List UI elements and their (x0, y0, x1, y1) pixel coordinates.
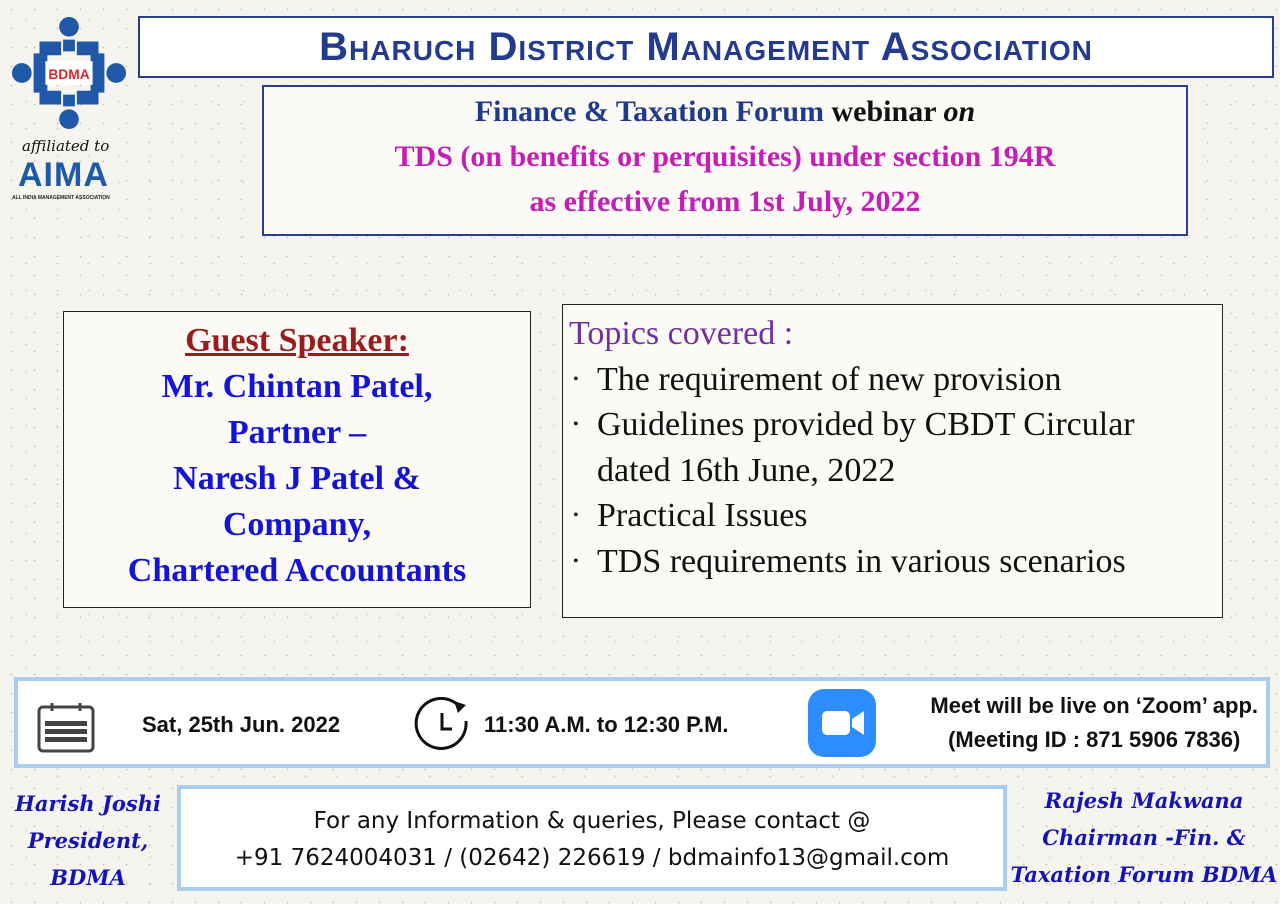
speaker-line: Partner – (227, 414, 367, 451)
event-date: Sat, 25th Jun. 2022 (142, 712, 341, 737)
clock-icon (414, 697, 472, 755)
aima-full-name: ALL INDIA MANAGEMENT ASSOCIATION (12, 195, 110, 201)
topics-heading: Topics covered : (569, 315, 794, 352)
signature-line: Chairman -Fin. & (1042, 825, 1246, 850)
event-time: 11:30 A.M. to 12:30 P.M. (484, 712, 729, 737)
contact-details[interactable]: +91 7624004031 / (02642) 226619 / bdmainfo13@gmail.com (234, 845, 950, 871)
guest-speaker-heading: Guest Speaker: (185, 322, 409, 359)
calendar-icon (36, 701, 96, 753)
forum-name: Finance & Taxation Forum (474, 95, 825, 128)
zoom-icon (808, 689, 876, 757)
speaker-line: Naresh J Patel & (173, 460, 421, 497)
organization-title: Bharuch District Management Association (319, 25, 1093, 69)
topics-box (562, 304, 1223, 618)
contact-box (177, 785, 1007, 891)
president-signature (2, 785, 174, 896)
topic-item: • The requirement of new provision (597, 357, 1216, 403)
chairman-signature (1008, 782, 1280, 893)
speaker-line: Company, (222, 506, 372, 543)
signature-line: Rajesh Makwana (1044, 788, 1244, 813)
topic-item: • TDS requirements in various scenarios (597, 539, 1216, 585)
topic-item: • Practical Issues (597, 493, 1216, 539)
signature-line: Harish Joshi (15, 791, 161, 816)
topic-item: • Guidelines provided by CBDT Circular dated 16th June, 2022 (597, 402, 1197, 493)
meeting-info (930, 689, 1258, 757)
signature-line: President, (27, 828, 149, 853)
title-banner (138, 16, 1274, 78)
topic-line-1: TDS (on benefits or perquisites) under section 194R (394, 140, 1056, 173)
signature-line: Taxation Forum BDMA (1010, 862, 1278, 887)
webinar-label: webinar (831, 95, 936, 128)
aima-logo: AIMA (18, 156, 109, 194)
topic-line-2: as effective from 1st July, 2022 (529, 185, 921, 218)
contact-line-1: For any Information & queries, Please contact @ (313, 808, 871, 834)
signature-line: BDMA (50, 865, 126, 890)
affiliated-label: affiliated to (22, 137, 110, 155)
speaker-line: Mr. Chintan Patel, (161, 368, 433, 405)
event-header (262, 85, 1188, 236)
schedule-bar (14, 677, 1270, 768)
guest-speaker-box (63, 311, 531, 608)
meet-platform: Meet will be live on ‘Zoom’ app. (930, 693, 1258, 718)
svg-text:BDMA: BDMA (48, 66, 90, 82)
speaker-line: Chartered Accountants (127, 552, 467, 589)
on-label: on (943, 95, 976, 128)
meeting-id: (Meeting ID : 871 5906 7836) (948, 727, 1241, 752)
bdma-logo (10, 14, 128, 132)
